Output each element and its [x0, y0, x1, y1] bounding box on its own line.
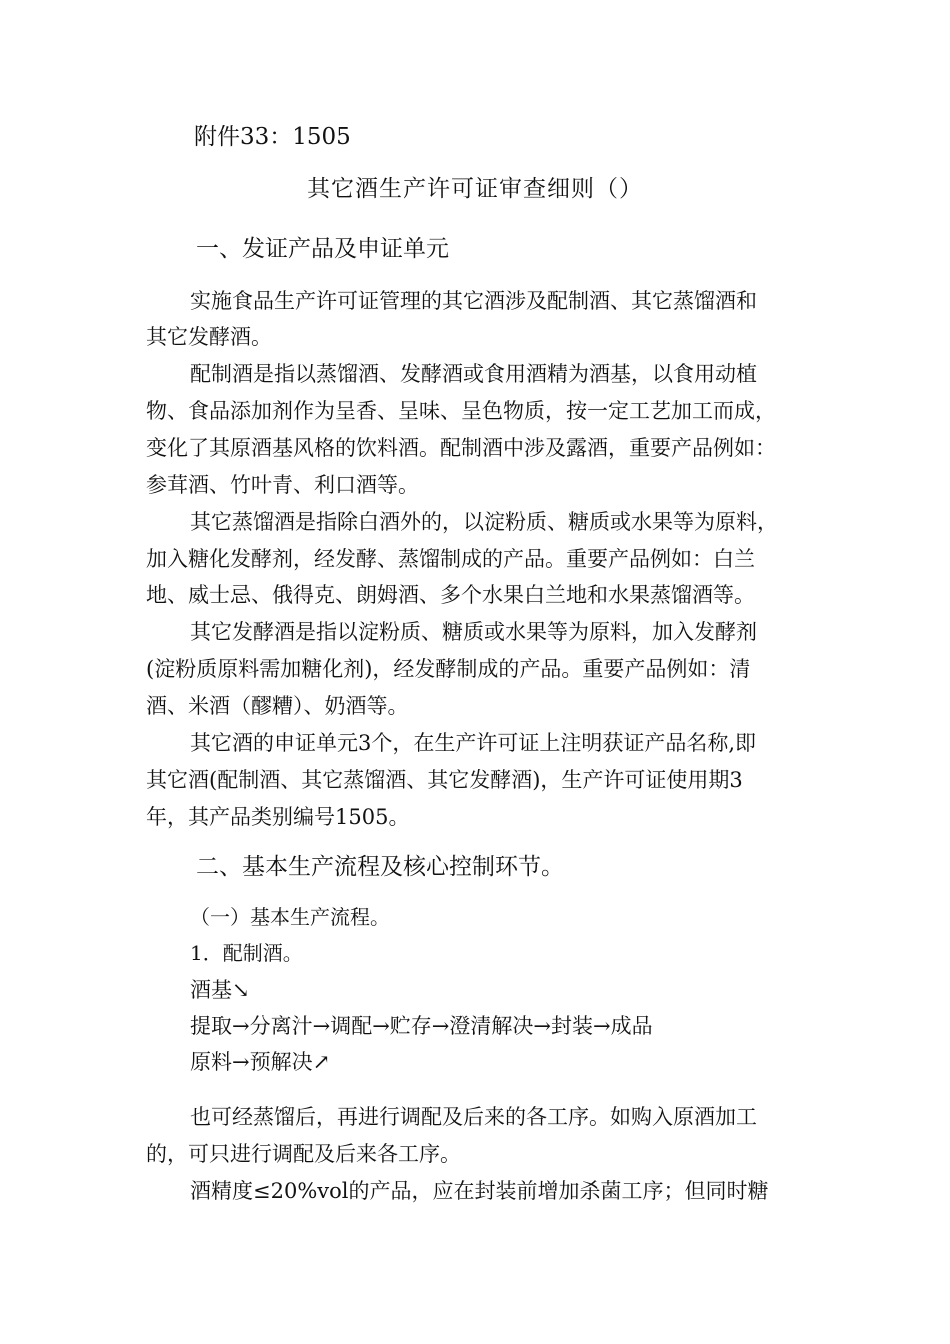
paragraph-line: 其它酒的申证单元3个，在生产许可证上注明获证产品名称,即: [190, 731, 757, 755]
paragraph-line: 也可经蒸馏后，再进行调配及后来的各工序。如购入原酒加工: [190, 1105, 757, 1129]
section-2-heading: 二、基本生产流程及核心控制环节。: [196, 854, 564, 880]
subsection-heading: （一）基本生产流程。: [190, 905, 390, 929]
paragraph-line: 物、食品添加剂作为呈香、呈味、呈色物质，按一定工艺加工而成，: [146, 399, 776, 423]
paragraph-line: (淀粉质原料需加糖化剂)，经发酵制成的产品。重要产品例如：清: [146, 657, 751, 681]
attachment-label: 附件33：1505: [194, 124, 351, 150]
section-1-heading: 一、发证产品及申证单元: [196, 236, 449, 262]
paragraph-line: 酒精度≤20%vol的产品，应在封装前增加杀菌工序；但同时糖: [190, 1179, 769, 1203]
paragraph-line: 年，其产品类别编号1505。: [146, 805, 410, 829]
flow-line: 酒基↘: [190, 978, 250, 1002]
paragraph-line: 地、威士忌、俄得克、朗姆酒、多个水果白兰地和水果蒸馏酒等。: [146, 583, 755, 607]
document-title: 其它酒生产许可证审查细则（）: [307, 176, 643, 202]
paragraph-line: 配制酒是指以蒸馏酒、发酵酒或食用酒精为酒基，以食用动植: [190, 362, 757, 386]
paragraph-line: 其它蒸馏酒是指除白酒外的，以淀粉质、糖质或水果等为原料，: [190, 510, 778, 534]
paragraph-line: 参茸酒、竹叶青、利口酒等。: [146, 473, 419, 497]
paragraph-line: 加入糖化发酵剂，经发酵、蒸馏制成的产品。重要产品例如：白兰: [146, 547, 755, 571]
list-item-heading: 1．配制酒。: [190, 941, 303, 965]
flow-line: 提取→分离汁→调配→贮存→澄清解决→封装→成品: [190, 1014, 653, 1038]
paragraph-line: 的，可只进行调配及后来各工序。: [146, 1142, 461, 1166]
paragraph-line: 实施食品生产许可证管理的其它酒涉及配制酒、其它蒸馏酒和: [190, 289, 757, 313]
flow-line: 原料→预解决↗: [190, 1050, 331, 1074]
paragraph-line: 变化了其原酒基风格的饮料酒。配制酒中涉及露酒，重要产品例如：: [146, 436, 776, 460]
paragraph-line: 其它酒(配制酒、其它蒸馏酒、其它发酵酒)，生产许可证使用期3: [146, 768, 743, 792]
paragraph-line: 其它发酵酒。: [146, 325, 272, 349]
paragraph-line: 其它发酵酒是指以淀粉质、糖质或水果等为原料，加入发酵剂: [190, 620, 757, 644]
paragraph-line: 酒、米酒（醪糟）、奶酒等。: [146, 694, 409, 718]
